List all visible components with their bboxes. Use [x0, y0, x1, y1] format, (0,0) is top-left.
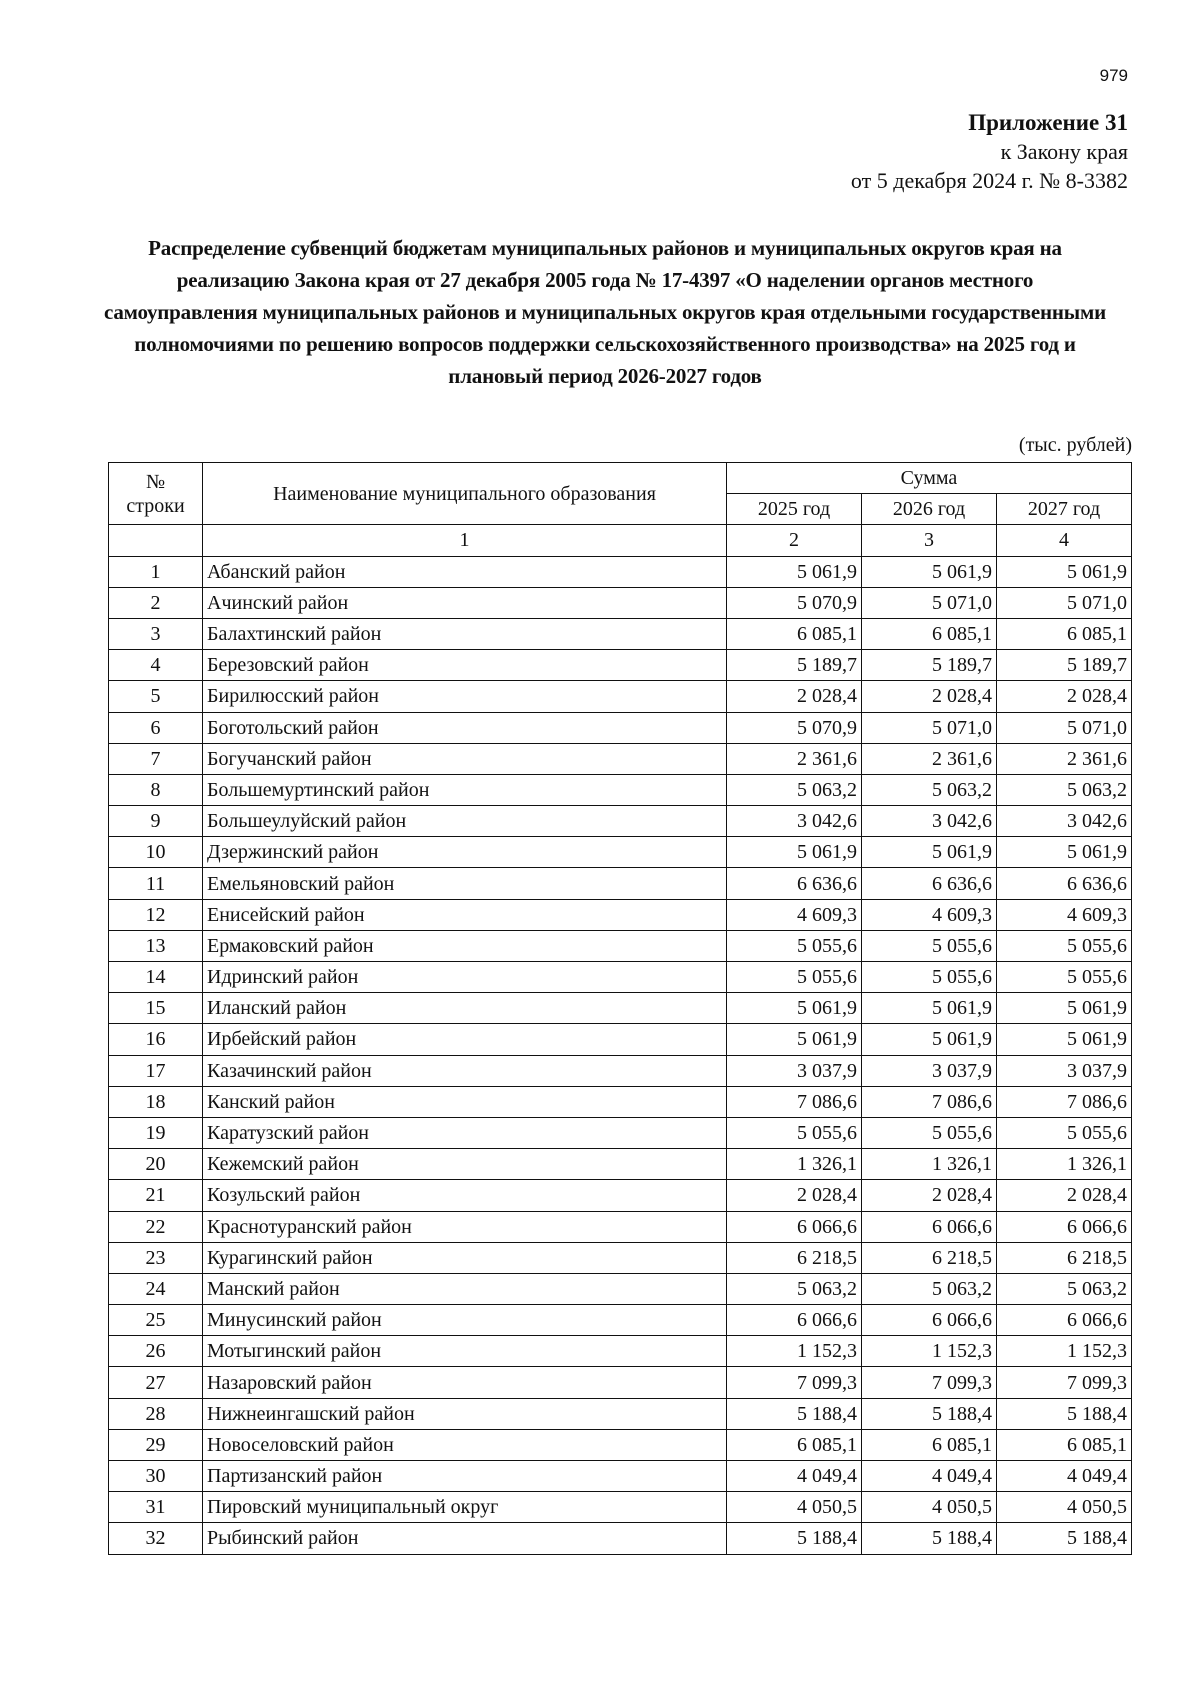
- amount-2026: 7 099,3: [862, 1367, 997, 1398]
- header-2026: 2026 год: [862, 494, 997, 525]
- row-number: 1: [109, 556, 203, 587]
- amount-2025: 4 609,3: [727, 899, 862, 930]
- amount-2026: 5 061,9: [862, 993, 997, 1024]
- table-row: [109, 650, 1132, 681]
- table-row: [109, 1336, 1132, 1367]
- table-row: [109, 774, 1132, 805]
- amount-2026: 3 037,9: [862, 1055, 997, 1086]
- amount-2026: 5 061,9: [862, 556, 997, 587]
- municipality-name: Дзержинский район: [203, 837, 727, 868]
- table-row: [109, 556, 1132, 587]
- amount-2025: 6 066,6: [727, 1305, 862, 1336]
- amount-2027: 5 188,4: [997, 1523, 1132, 1554]
- row-number: 17: [109, 1055, 203, 1086]
- amount-2025: 1 152,3: [727, 1336, 862, 1367]
- amount-2026: 6 636,6: [862, 868, 997, 899]
- header-row-number: [109, 463, 203, 525]
- municipality-name: Рыбинский район: [203, 1523, 727, 1554]
- amount-2025: 5 188,4: [727, 1398, 862, 1429]
- amount-2026: 5 055,6: [862, 962, 997, 993]
- row-number: 10: [109, 837, 203, 868]
- row-number: 8: [109, 774, 203, 805]
- municipality-name: Пировский муниципальный округ: [203, 1492, 727, 1523]
- municipality-name: Большеулуйский район: [203, 806, 727, 837]
- municipality-name: Ермаковский район: [203, 930, 727, 961]
- row-number: 27: [109, 1367, 203, 1398]
- amount-2027: 5 061,9: [997, 556, 1132, 587]
- table-row: [109, 837, 1132, 868]
- amount-2025: 6 218,5: [727, 1242, 862, 1273]
- row-number: 13: [109, 930, 203, 961]
- municipality-name: Кежемский район: [203, 1149, 727, 1180]
- amount-2027: 6 066,6: [997, 1211, 1132, 1242]
- row-number: 2: [109, 587, 203, 618]
- municipality-name: Ачинский район: [203, 587, 727, 618]
- amount-2025: 2 028,4: [727, 681, 862, 712]
- amount-2026: 4 050,5: [862, 1492, 997, 1523]
- table-row: [109, 1024, 1132, 1055]
- row-number: 31: [109, 1492, 203, 1523]
- amount-2026: 4 609,3: [862, 899, 997, 930]
- row-number: 21: [109, 1180, 203, 1211]
- table-row: [109, 1242, 1132, 1273]
- municipality-name: Березовский район: [203, 650, 727, 681]
- amount-2025: 5 061,9: [727, 1024, 862, 1055]
- amount-2026: 6 218,5: [862, 1242, 997, 1273]
- municipality-name: Каратузский район: [203, 1117, 727, 1148]
- municipality-name: Мотыгинский район: [203, 1336, 727, 1367]
- table-row: [109, 1367, 1132, 1398]
- amount-2025: 5 061,9: [727, 837, 862, 868]
- amount-2027: 6 218,5: [997, 1242, 1132, 1273]
- amount-2027: 4 049,4: [997, 1461, 1132, 1492]
- municipality-name: Иланский район: [203, 993, 727, 1024]
- header-name: Наименование муниципального образования: [203, 463, 727, 525]
- amount-2025: 6 085,1: [727, 618, 862, 649]
- row-number: 25: [109, 1305, 203, 1336]
- amount-2026: 4 049,4: [862, 1461, 997, 1492]
- amount-2026: 5 189,7: [862, 650, 997, 681]
- header-row-number-line1: №: [145, 470, 166, 493]
- amount-2026: 5 071,0: [862, 712, 997, 743]
- row-number: 26: [109, 1336, 203, 1367]
- table-row: [109, 1149, 1132, 1180]
- amount-2026: 5 061,9: [862, 1024, 997, 1055]
- header-2025: 2025 год: [727, 494, 862, 525]
- table-row: [109, 1117, 1132, 1148]
- municipality-name: Манский район: [203, 1273, 727, 1304]
- amount-2025: 6 066,6: [727, 1211, 862, 1242]
- column-numbers-row: [109, 525, 1132, 556]
- table-row: [109, 618, 1132, 649]
- municipality-name: Ирбейский район: [203, 1024, 727, 1055]
- amount-2027: 5 055,6: [997, 962, 1132, 993]
- amount-2026: 6 085,1: [862, 618, 997, 649]
- document-title: Распределение субвенций бюджетам муниципальных районов и муниципальных округов края на реализацию Закона края от 27 декабря 2005 года № 17-4397 «О наделении органов местного самоуправления муниципальных районов и муниципальных округов края отдельными государственными полномочиями по решению вопросов поддержки сельскохозяйственного производства» на 2025 год и плановый период 2026-2027 годов: [103, 236, 1107, 388]
- amount-2025: 2 028,4: [727, 1180, 862, 1211]
- amount-2026: 5 071,0: [862, 587, 997, 618]
- table-row: [109, 1273, 1132, 1304]
- amount-2025: 5 189,7: [727, 650, 862, 681]
- table-row: [109, 1429, 1132, 1460]
- row-number: 4: [109, 650, 203, 681]
- amount-2025: 4 050,5: [727, 1492, 862, 1523]
- table-row: [109, 587, 1132, 618]
- table-row: [109, 962, 1132, 993]
- amount-2027: 5 071,0: [997, 587, 1132, 618]
- amount-2027: 4 050,5: [997, 1492, 1132, 1523]
- amount-2026: 2 361,6: [862, 743, 997, 774]
- amount-2025: 5 070,9: [727, 712, 862, 743]
- table-row: [109, 1461, 1132, 1492]
- row-number: 16: [109, 1024, 203, 1055]
- amount-2027: 5 061,9: [997, 837, 1132, 868]
- amount-2026: 1 152,3: [862, 1336, 997, 1367]
- amount-2026: 5 188,4: [862, 1523, 997, 1554]
- amount-2026: 1 326,1: [862, 1149, 997, 1180]
- units-label: (тыс. рублей): [1018, 434, 1132, 456]
- amount-2027: 5 063,2: [997, 774, 1132, 805]
- municipality-name: Абанский район: [203, 556, 727, 587]
- amount-2027: 5 188,4: [997, 1398, 1132, 1429]
- amount-2025: 6 636,6: [727, 868, 862, 899]
- municipality-name: Курагинский район: [203, 1242, 727, 1273]
- amount-2026: 2 028,4: [862, 681, 997, 712]
- municipality-name: Идринский район: [203, 962, 727, 993]
- table-row: [109, 1055, 1132, 1086]
- amount-2026: 6 085,1: [862, 1429, 997, 1460]
- municipality-name: Нижнеингашский район: [203, 1398, 727, 1429]
- amount-2027: 5 055,6: [997, 930, 1132, 961]
- municipality-name: Козульский район: [203, 1180, 727, 1211]
- amount-2025: 3 037,9: [727, 1055, 862, 1086]
- amount-2026: 5 063,2: [862, 774, 997, 805]
- amount-2025: 5 055,6: [727, 962, 862, 993]
- amount-2025: 1 326,1: [727, 1149, 862, 1180]
- table-row: [109, 1086, 1132, 1117]
- row-number: 19: [109, 1117, 203, 1148]
- amount-2025: 5 055,6: [727, 930, 862, 961]
- row-number: 24: [109, 1273, 203, 1304]
- amount-2025: 5 188,4: [727, 1523, 862, 1554]
- row-number: 22: [109, 1211, 203, 1242]
- municipality-name: Назаровский район: [203, 1367, 727, 1398]
- amount-2026: 5 055,6: [862, 1117, 997, 1148]
- table-row: [109, 1492, 1132, 1523]
- amount-2027: 1 152,3: [997, 1336, 1132, 1367]
- amount-2025: 3 042,6: [727, 806, 862, 837]
- amount-2025: 4 049,4: [727, 1461, 862, 1492]
- table-row: [109, 1523, 1132, 1554]
- amount-2027: 5 071,0: [997, 712, 1132, 743]
- amount-2027: 7 099,3: [997, 1367, 1132, 1398]
- amount-2027: 6 636,6: [997, 868, 1132, 899]
- amount-2027: 1 326,1: [997, 1149, 1132, 1180]
- amount-2027: 5 189,7: [997, 650, 1132, 681]
- row-number: 30: [109, 1461, 203, 1492]
- municipality-name: Минусинский район: [203, 1305, 727, 1336]
- row-number: 18: [109, 1086, 203, 1117]
- municipality-name: Емельяновский район: [203, 868, 727, 899]
- row-number: 7: [109, 743, 203, 774]
- row-number: 20: [109, 1149, 203, 1180]
- appendix-title: Приложение 31: [968, 110, 1128, 135]
- amount-2025: 6 085,1: [727, 1429, 862, 1460]
- municipality-name: Боготольский район: [203, 712, 727, 743]
- amount-2025: 5 061,9: [727, 556, 862, 587]
- amount-2025: 7 086,6: [727, 1086, 862, 1117]
- amount-2025: 7 099,3: [727, 1367, 862, 1398]
- row-number: 15: [109, 993, 203, 1024]
- municipality-name: Бирилюсский район: [203, 681, 727, 712]
- amount-2027: 5 061,9: [997, 1024, 1132, 1055]
- amount-2027: 2 028,4: [997, 1180, 1132, 1211]
- municipality-name: Канский район: [203, 1086, 727, 1117]
- municipality-name: Новоселовский район: [203, 1429, 727, 1460]
- amount-2027: 3 037,9: [997, 1055, 1132, 1086]
- table-row: [109, 681, 1132, 712]
- row-number: 28: [109, 1398, 203, 1429]
- municipality-name: Богучанский район: [203, 743, 727, 774]
- amount-2027: 2 028,4: [997, 681, 1132, 712]
- table-row: [109, 712, 1132, 743]
- header-row-number-line2: строки: [126, 494, 185, 517]
- appendix-law-ref: к Закону края: [1000, 139, 1128, 164]
- amount-2026: 6 066,6: [862, 1305, 997, 1336]
- row-number: 23: [109, 1242, 203, 1273]
- municipality-name: Енисейский район: [203, 899, 727, 930]
- amount-2027: 2 361,6: [997, 743, 1132, 774]
- amount-2025: 5 070,9: [727, 587, 862, 618]
- header-2027: 2027 год: [997, 494, 1132, 525]
- appendix-date: от 5 декабря 2024 г. № 8-3382: [850, 168, 1128, 193]
- table-row: [109, 743, 1132, 774]
- row-number: 12: [109, 899, 203, 930]
- municipality-name: Балахтинский район: [203, 618, 727, 649]
- municipality-name: Казачинский район: [203, 1055, 727, 1086]
- amount-2025: 5 063,2: [727, 774, 862, 805]
- amount-2026: 6 066,6: [862, 1211, 997, 1242]
- table-row: [109, 930, 1132, 961]
- amount-2027: 6 085,1: [997, 1429, 1132, 1460]
- row-number: 11: [109, 868, 203, 899]
- amount-2025: 5 055,6: [727, 1117, 862, 1148]
- amount-2026: 2 028,4: [862, 1180, 997, 1211]
- amount-2026: 5 061,9: [862, 837, 997, 868]
- amount-2027: 6 066,6: [997, 1305, 1132, 1336]
- row-number: 9: [109, 806, 203, 837]
- row-number: 14: [109, 962, 203, 993]
- amount-2025: 2 361,6: [727, 743, 862, 774]
- amount-2027: 4 609,3: [997, 899, 1132, 930]
- amount-2027: 5 063,2: [997, 1273, 1132, 1304]
- table-body: [109, 556, 1132, 1554]
- amount-2026: 5 063,2: [862, 1273, 997, 1304]
- amount-2027: 5 055,6: [997, 1117, 1132, 1148]
- page-number: 979: [1099, 66, 1128, 85]
- table-row: [109, 868, 1132, 899]
- row-number: 29: [109, 1429, 203, 1460]
- amount-2026: 5 188,4: [862, 1398, 997, 1429]
- appendix-reference: [851, 108, 1128, 195]
- column-number: 3: [862, 525, 997, 556]
- table-row: [109, 1398, 1132, 1429]
- amount-2027: 3 042,6: [997, 806, 1132, 837]
- table-row: [109, 806, 1132, 837]
- table-row: [109, 1180, 1132, 1211]
- column-number: [109, 525, 203, 556]
- table-row: [109, 1305, 1132, 1336]
- table-row: [109, 899, 1132, 930]
- header-sum: Сумма: [727, 463, 1132, 494]
- amount-2025: 5 063,2: [727, 1273, 862, 1304]
- row-number: 6: [109, 712, 203, 743]
- table-row: [109, 993, 1132, 1024]
- subvention-table: [108, 462, 1132, 1555]
- column-number: 2: [727, 525, 862, 556]
- row-number: 5: [109, 681, 203, 712]
- amount-2026: 7 086,6: [862, 1086, 997, 1117]
- row-number: 32: [109, 1523, 203, 1554]
- municipality-name: Партизанский район: [203, 1461, 727, 1492]
- amount-2027: 7 086,6: [997, 1086, 1132, 1117]
- municipality-name: Большемуртинский район: [203, 774, 727, 805]
- table-row: [109, 1211, 1132, 1242]
- amount-2025: 5 061,9: [727, 993, 862, 1024]
- amount-2027: 6 085,1: [997, 618, 1132, 649]
- row-number: 3: [109, 618, 203, 649]
- column-number: 4: [997, 525, 1132, 556]
- municipality-name: Краснотуранский район: [203, 1211, 727, 1242]
- column-number: 1: [203, 525, 727, 556]
- amount-2027: 5 061,9: [997, 993, 1132, 1024]
- amount-2026: 5 055,6: [862, 930, 997, 961]
- amount-2026: 3 042,6: [862, 806, 997, 837]
